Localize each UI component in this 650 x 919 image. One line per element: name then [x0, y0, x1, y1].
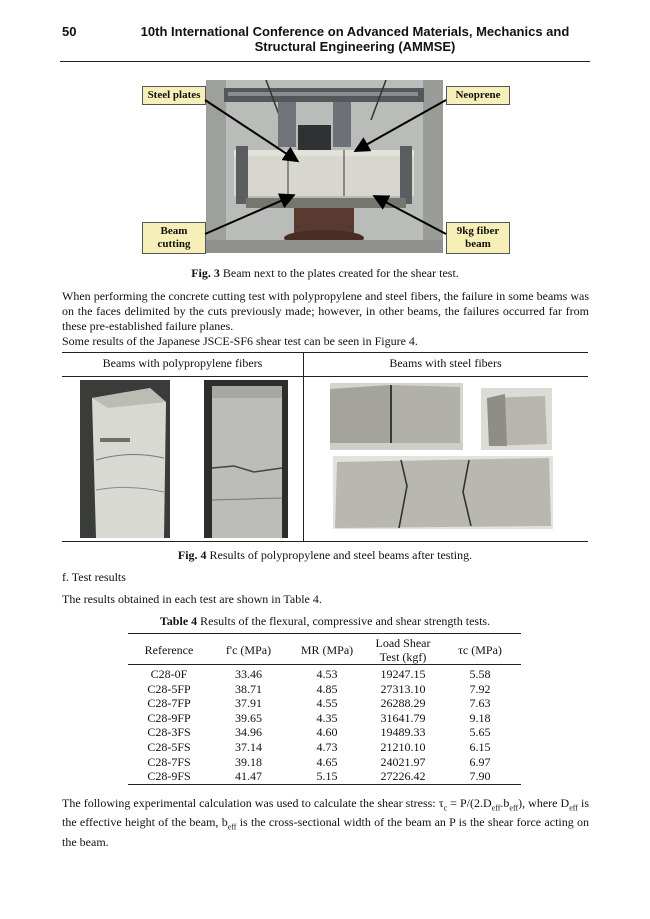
table-cell: 4.53: [316, 667, 338, 681]
table-cell: 9.18: [469, 710, 491, 725]
table-cell: 6.15: [469, 740, 491, 754]
steel-beam-photo-2: [481, 388, 552, 450]
steel-beam-photo-3: [333, 456, 553, 529]
fig4-caption: Fig. 4 Results of polypropylene and steel beams after testing.: [177, 548, 473, 562]
callout-fiber-beam: 9kg fiber beam: [446, 222, 510, 254]
table-cell: 37.91: [235, 696, 262, 711]
table-cell: 37.14: [235, 740, 262, 754]
table-cell: 38.71: [235, 681, 262, 696]
fig4-column-divider: [303, 352, 304, 541]
table4-header-mr: MR (MPa): [300, 643, 354, 657]
table4-caption: Table 4 Results of the flexural, compressive and shear strength tests.: [159, 614, 491, 628]
section-heading-test-results: f. Test results: [62, 570, 126, 584]
table-cell: 27313.10: [380, 681, 426, 696]
polypropylene-beam-photo-2: [204, 380, 288, 538]
table-cell: 39.65: [235, 710, 262, 725]
table-cell: 24021.97: [380, 754, 426, 769]
shear-test-rig-illustration: [206, 80, 443, 253]
paragraph-shear-stress-formula: The following experimental calculation was used to calculate the shear stress: $\tau_c = P/(2.D_{eff}.b_{eff})$, where $D_{eff}$ is the effective height of the beam, $b_{eff}$ is the cross-sectional width of the beam an P is the shear force acting on the beam.: [62, 796, 590, 849]
table-cell: 21210.10: [380, 740, 426, 754]
polypropylene-beam-photo-1: [80, 380, 170, 538]
callout-steel-plates: Steel plates: [142, 86, 206, 105]
table-cell: 26288.29: [380, 696, 426, 711]
table-cell: 7.63: [469, 696, 491, 711]
table-cell: C28-3FS: [147, 725, 191, 740]
table4-header-rule: [128, 664, 521, 665]
table-cell: 4.85: [316, 681, 338, 696]
table-cell: 39.18: [235, 754, 262, 769]
paragraph-cutting-test: When performing the concrete cutting test with polypropylene and steel fibers, the failure in some beams was on the faces delimited by the cuts previously made; however, in other beams, the failures occurred far from these pre-established failure planes.: [62, 289, 589, 333]
table4-header-reference: Reference: [144, 643, 194, 657]
conference-title: 10th International Conference on Advanced Materials, Mechanics and Structural Engineering (AMMSE): [140, 24, 570, 54]
table-cell: C28-7FP: [147, 696, 191, 711]
table-cell: 5.65: [469, 725, 491, 740]
table4-header-fc: f'c (MPa): [225, 643, 272, 657]
fig3-photo: [206, 80, 443, 253]
table4-bottom-rule: [128, 784, 521, 785]
fig4-header-rule: [62, 376, 588, 377]
fig3-caption: Fig. 3 Beam next to the plates created for the shear test.: [191, 266, 459, 280]
fig4-header-steel: Beams with steel fibers: [389, 356, 502, 370]
table-cell: 4.35: [316, 710, 338, 725]
table-cell: C28-9FS: [147, 769, 191, 784]
table-cell: C28-0F: [150, 667, 188, 681]
table-cell: 27226.42: [380, 769, 426, 784]
table4-top-rule: [128, 633, 521, 634]
fig4-bottom-rule: [62, 541, 588, 542]
fig4-top-rule: [62, 352, 588, 353]
table-cell: 4.55: [316, 696, 338, 711]
callout-neoprene: Neoprene: [446, 86, 510, 105]
callout-beam-cutting: Beam cutting: [142, 222, 206, 254]
table-cell: C28-5FP: [147, 681, 191, 696]
header-rule: [60, 61, 590, 62]
table-cell: 4.65: [316, 754, 338, 769]
table-cell: C28-5FS: [147, 740, 191, 754]
table-cell: 5.15: [316, 769, 338, 784]
paragraph-figure4-intro: Some results of the Japanese JSCE-SF6 shear test can be seen in Figure 4.: [62, 334, 418, 348]
table-cell: 31641.79: [380, 710, 426, 725]
table-cell: 33.46: [235, 667, 262, 681]
fig4-header-polypropylene: Beams with polypropylene fibers: [102, 356, 263, 370]
table-cell: 6.97: [469, 754, 491, 769]
table4-header-tau: τc (MPa): [458, 643, 502, 657]
table4-header-load-shear: Load Shear Test (kgf): [375, 636, 431, 664]
table-cell: 4.73: [316, 740, 338, 754]
table-cell: 5.58: [469, 667, 491, 681]
table-cell: C28-7FS: [147, 754, 191, 769]
steel-beam-photo-1: [330, 383, 463, 450]
table-cell: 41.47: [235, 769, 262, 784]
table-cell: 7.90: [469, 769, 491, 784]
paragraph-table4-intro: The results obtained in each test are shown in Table 4.: [62, 592, 322, 606]
table-cell: 19247.15: [380, 667, 426, 681]
table-cell: 7.92: [469, 681, 491, 696]
page-number: 50: [62, 24, 77, 39]
table-cell: C28-9FP: [147, 710, 191, 725]
table-cell: 4.60: [316, 725, 338, 740]
table-cell: 19489.33: [380, 725, 426, 740]
table-cell: 34.96: [235, 725, 262, 740]
